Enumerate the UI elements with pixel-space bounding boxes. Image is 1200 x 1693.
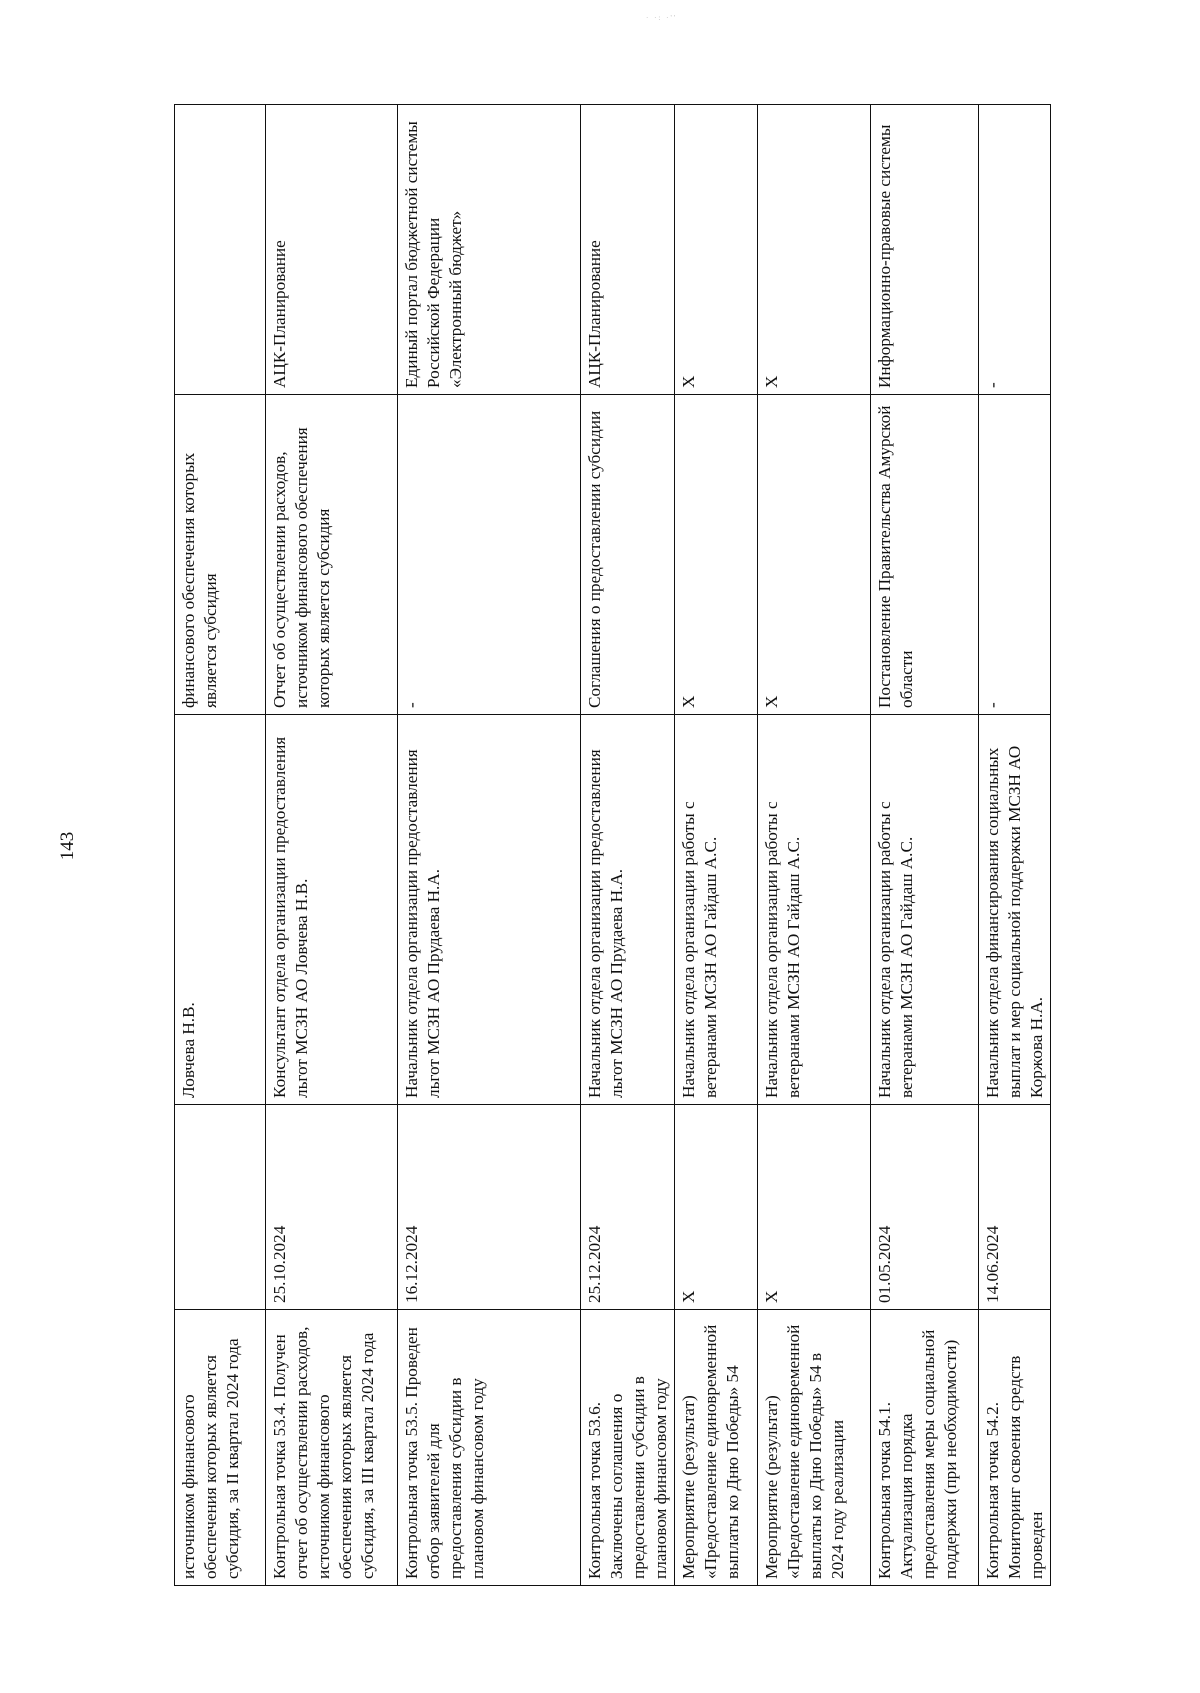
- cell-system: [175, 105, 266, 395]
- cell-responsible: Начальник отдела организации предоставления льгот МСЗН АО Прудаева Н.А.: [398, 715, 581, 1105]
- cell-date: 25.12.2024: [581, 1105, 675, 1310]
- control-points-table: [174, 104, 1051, 1586]
- cell-system: -: [979, 105, 1051, 395]
- table-row: [675, 105, 758, 1586]
- cell-responsible: Начальник отдела организации работы с ветеранами МСЗН АО Гайдаш А.С.: [675, 715, 758, 1105]
- cell-task: Контрольная точка 53.5. Проведен отбор заявителей для предоставления субсидии в плановом финансовом году: [398, 1310, 581, 1586]
- cell-document: -: [979, 395, 1051, 715]
- cell-responsible: Начальник отдела организации работы с ветеранами МСЗН АО Гайдаш А.С.: [758, 715, 871, 1105]
- table-row: [266, 105, 398, 1586]
- cell-responsible: Ловчева Н.В.: [175, 715, 266, 1105]
- cell-system: АЦК-Планирование: [581, 105, 675, 395]
- cell-date: [175, 1105, 266, 1310]
- cell-document: -: [398, 395, 581, 715]
- cell-responsible: Консультант отдела организации предоставления льгот МСЗН АО Ловчева Н.В.: [266, 715, 398, 1105]
- cell-date: Х: [675, 1105, 758, 1310]
- cell-task: источником финансового обеспечения которых является субсидия, за II квартал 2024 года: [175, 1310, 266, 1586]
- cell-system: Информационно-правовые системы: [871, 105, 979, 395]
- cell-document: Х: [675, 395, 758, 715]
- cell-date: 01.05.2024: [871, 1105, 979, 1310]
- cell-document: Отчет об осуществлении расходов, источником финансового обеспечения которых является субсидия: [266, 395, 398, 715]
- table-row: [758, 105, 871, 1586]
- scan-artifact: · ·: ·'': [646, 14, 677, 22]
- cell-task: Контрольная точка 53.6. Заключены соглашения о предоставлении субсидии в плановом финансовом году: [581, 1310, 675, 1586]
- cell-responsible: Начальник отдела организации предоставления льгот МСЗН АО Прудаева Н.А.: [581, 715, 675, 1105]
- page-number: 143: [57, 831, 78, 861]
- cell-task: Контрольная точка 53.4. Получен отчет об осуществлении расходов, источником финансового обеспечения которых является субсидия, за III квартал 2024 года: [266, 1310, 398, 1586]
- cell-task: Контрольная точка 54.2. Мониторинг освоения средств проведен: [979, 1310, 1051, 1586]
- cell-document: финансового обеспечения которых является субсидия: [175, 395, 266, 715]
- table-row: [398, 105, 581, 1586]
- cell-task: Мероприятие (результат) «Предоставление единовременной выплаты ко Дню Победы» 54: [675, 1310, 758, 1586]
- table-row: [581, 105, 675, 1586]
- table-row: [175, 105, 266, 1586]
- cell-date: 16.12.2024: [398, 1105, 581, 1310]
- cell-date: Х: [758, 1105, 871, 1310]
- cell-responsible: Начальник отдела финансирования социальных выплат и мер социальной поддержки МСЗН АО Коржова Н.А.: [979, 715, 1051, 1105]
- cell-system: Х: [675, 105, 758, 395]
- cell-system: АЦК-Планирование: [266, 105, 398, 395]
- cell-system: Единый портал бюджетной системы Российской Федерации «Электронный бюджет»: [398, 105, 581, 395]
- table-frame: [174, 105, 1046, 1586]
- table-stage: [174, 105, 1046, 1586]
- cell-date: 14.06.2024: [979, 1105, 1051, 1310]
- table-row: [979, 105, 1051, 1586]
- cell-document: Соглашения о предоставлении субсидии: [581, 395, 675, 715]
- cell-document: Постановление Правительства Амурской области: [871, 395, 979, 715]
- cell-document: Х: [758, 395, 871, 715]
- table-row: [871, 105, 979, 1586]
- cell-task: Контрольная точка 54.1. Актуализация порядка предоставления меры социальной поддержки (при необходимости): [871, 1310, 979, 1586]
- cell-task: Мероприятие (результат) «Предоставление единовременной выплаты ко Дню Победы» 54 в 2024 году реализации: [758, 1310, 871, 1586]
- cell-date: 25.10.2024: [266, 1105, 398, 1310]
- cell-responsible: Начальник отдела организации работы с ветеранами МСЗН АО Гайдаш А.С.: [871, 715, 979, 1105]
- cell-system: Х: [758, 105, 871, 395]
